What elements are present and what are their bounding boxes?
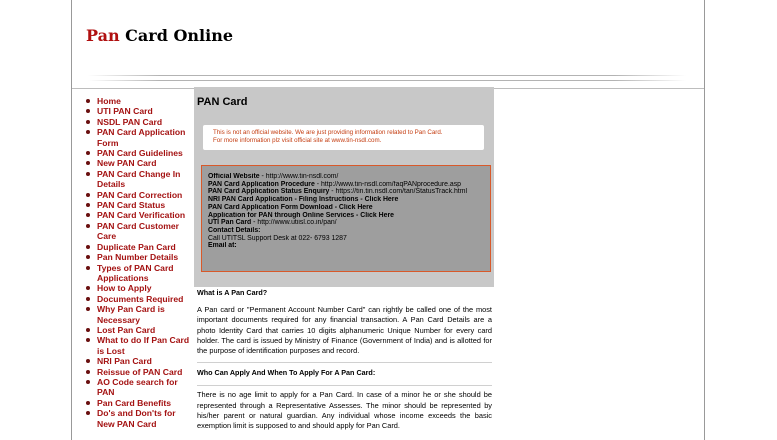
sidebar-item-duplicate[interactable]: Duplicate Pan Card — [84, 242, 190, 252]
info-row: Call UTITSL Support Desk at 022- 6793 1287 — [208, 234, 347, 242]
sidebar-item-nri[interactable]: NRI Pan Card — [84, 356, 190, 366]
sidebar-item-lost[interactable]: Lost Pan Card — [84, 325, 190, 335]
header-rule-bottom — [88, 80, 686, 81]
section-paragraph-what-is: A Pan card or "Permanent Account Number Card" can rightly be called one of the most important documents required for any financial transaction. A Pan Card Details are a photo Identity Card that carries 10 digits alphanumeric Unique Number for every card holder. The card is issued by Ministry of Finance (Government of India) and is allotted for the purpose of identification purposes and record. — [197, 305, 492, 356]
sidebar-item-status[interactable]: PAN Card Status — [84, 200, 190, 210]
section-divider — [197, 385, 492, 386]
sidebar-item-documents[interactable]: Documents Required — [84, 294, 190, 304]
info-row[interactable]: Application for PAN through Online Services - Click Here — [208, 211, 394, 219]
sidebar-item-types[interactable]: Types of PAN Card Applications — [84, 263, 190, 284]
sidebar-item-number-details[interactable]: Pan Number Details — [84, 252, 190, 262]
sidebar-item-ao-code[interactable]: AO Code search for PAN — [84, 377, 190, 398]
sidebar-item-correction[interactable]: PAN Card Correction — [84, 190, 190, 200]
sidebar-item-benefits[interactable]: Pan Card Benefits — [84, 398, 190, 408]
sidebar-item-dos-donts[interactable]: Do's and Don'ts for New PAN Card — [84, 408, 190, 429]
info-row[interactable]: PAN Card Application Procedure - http://www.tin-nsdl.com/faqPANprocedure.asp — [208, 180, 461, 188]
info-row[interactable]: UTI Pan Card - http://www.utiisl.co.in/pan/ — [208, 219, 337, 227]
notice-line-1: This is not an official website. We are just providing information related to Pan Card. — [213, 129, 443, 136]
sidebar-item-uti-pan-card[interactable]: UTI PAN Card — [84, 106, 190, 116]
disclaimer-notice — [203, 125, 484, 150]
info-row[interactable]: PAN Card Application Form Download - Click Here — [208, 203, 373, 211]
info-row: Email at: — [208, 242, 237, 250]
sidebar-item-what-if-lost[interactable]: What to do If Pan Card is Lost — [84, 335, 190, 356]
info-row[interactable]: Official Website - http://www.tin-nsdl.com/ — [208, 173, 339, 180]
sidebar-item-new-pan-card[interactable]: New PAN Card — [84, 158, 190, 168]
info-row: Contact Details: — [208, 226, 261, 234]
section-heading-what-is: What is A Pan Card? — [197, 288, 268, 297]
info-row[interactable]: NRI PAN Card Application - Filing Instructions - Click Here — [208, 196, 399, 204]
notice-line-2: For more information plz visit official site at www.tin-nsdl.com. — [213, 137, 382, 145]
info-links-box — [201, 165, 491, 272]
sidebar-item-reissue[interactable]: Reissue of PAN Card — [84, 367, 190, 377]
sidebar-item-guidelines[interactable]: PAN Card Guidelines — [84, 148, 190, 158]
article-body — [197, 283, 492, 437]
logo-pan-text: Pan — [86, 26, 120, 45]
page-title: PAN Card — [197, 96, 248, 108]
sidebar-item-application-form[interactable]: PAN Card Application Form — [84, 127, 190, 148]
sidebar-item-verification[interactable]: PAN Card Verification — [84, 210, 190, 220]
sidebar-nav — [84, 96, 190, 429]
sidebar-item-change-in-details[interactable]: PAN Card Change In Details — [84, 169, 190, 190]
main-content — [194, 87, 494, 431]
site-logo[interactable] — [86, 26, 233, 45]
info-row[interactable]: PAN Card Application Status Enquiry - https://tin.tin.nsdl.com/tan/StatusTrack.html — [208, 188, 467, 196]
section-paragraph-who-can-apply: There is no age limit to apply for a Pan Card. In case of a minor he or she should be represented through a Representative Assesses. The minor should be represented by his/her parent or natural guardian. Any individual whose income exceeds the basic exemption limit is supposed to and should apply for Pan Card. — [197, 390, 492, 431]
header-rule-top — [88, 75, 686, 76]
logo-rest-text: Card Online — [119, 26, 234, 45]
section-heading-who-can-apply: Who Can Apply And When To Apply For A Pan Card: — [197, 368, 376, 378]
sidebar-item-how-to-apply[interactable]: How to Apply — [84, 283, 190, 293]
sidebar-item-why-necessary[interactable]: Why Pan Card is Necessary — [84, 304, 190, 325]
sidebar-item-customer-care[interactable]: PAN Card Customer Care — [84, 221, 190, 242]
sidebar-item-home[interactable]: Home — [84, 96, 190, 106]
sidebar-item-nsdl-pan-card[interactable]: NSDL PAN Card — [84, 117, 190, 127]
section-divider — [197, 362, 492, 363]
